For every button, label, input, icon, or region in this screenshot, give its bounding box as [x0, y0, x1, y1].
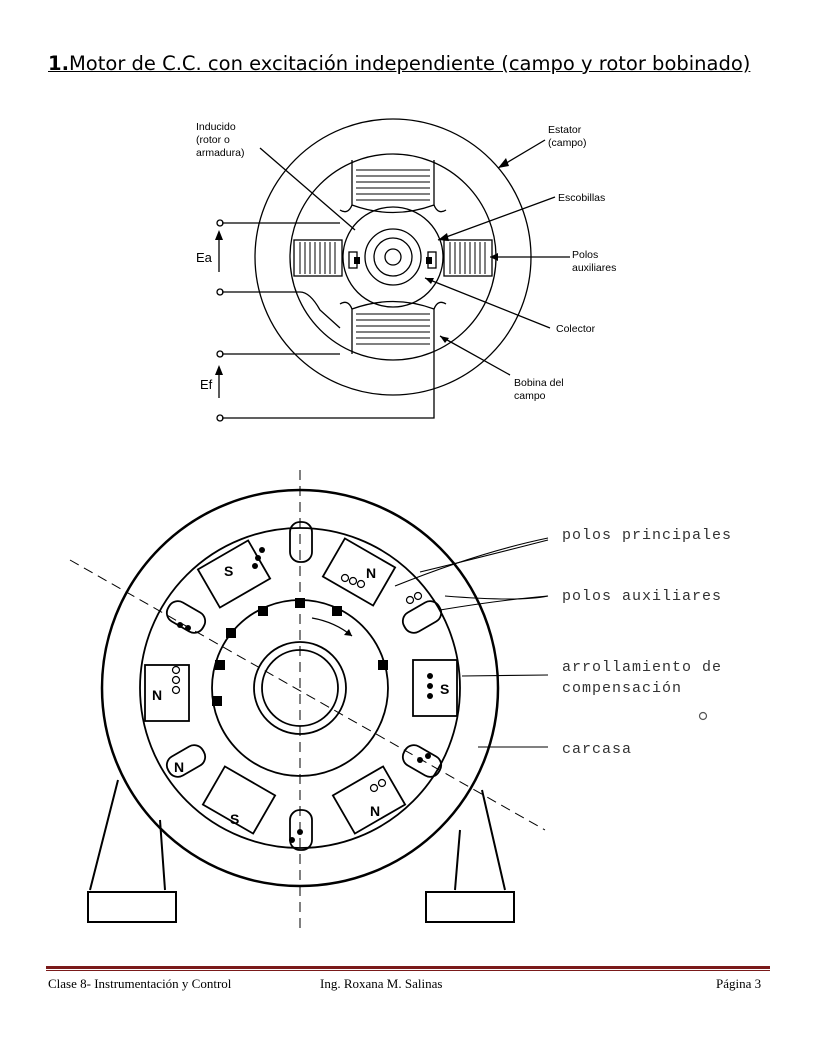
pole-letter-6: N [370, 803, 381, 819]
label-polos-principales: polos principales [562, 527, 733, 544]
label-colector: Colector [556, 323, 596, 335]
pole-letter-1: N [366, 565, 377, 581]
frame-inner-ring [140, 528, 460, 848]
label-inducido-2: (rotor o [196, 134, 230, 146]
section-heading [48, 51, 768, 77]
label-inducido-1: Inducido [196, 121, 236, 133]
footer-rule [46, 966, 770, 969]
label-ef: Ef [200, 377, 213, 392]
label-escobillas: Escobillas [558, 192, 606, 204]
pole-letter-3: N [152, 687, 163, 703]
label-polos-aux-2: auxiliares [572, 262, 617, 274]
pole-letter-7: N [174, 759, 185, 775]
label-polos-aux-1: Polos [572, 249, 599, 261]
footer-page-number: Página 3 [716, 976, 762, 991]
top-main-pole [352, 160, 434, 213]
label-polos-auxiliares: polos auxiliares [562, 588, 723, 605]
label-arrollamiento-2: compensación [562, 680, 683, 697]
pole-letter-5: S [230, 811, 240, 827]
footer-rule-thin [46, 970, 770, 971]
dc-motor-cross-section [0, 460, 816, 950]
label-bobina-1: Bobina del [514, 377, 564, 389]
main-pole-top-right [323, 538, 395, 605]
collector-inner [374, 238, 412, 276]
label-estator-2: (campo) [548, 137, 587, 149]
aux-pole-lower-left [163, 741, 209, 780]
footer-course: Clase 8- Instrumentación y Control [48, 976, 232, 991]
footer-author: Ing. Roxana M. Salinas [320, 976, 443, 991]
pole-letter-4: S [440, 681, 450, 697]
right-foot-leg [455, 790, 505, 890]
label-inducido-3: armadura) [196, 147, 245, 159]
label-arrollamiento-1: arrollamiento de [562, 659, 723, 676]
label-ea: Ea [196, 250, 212, 265]
pole-letter-2: S [224, 563, 234, 579]
section-title: Motor de C.C. con excitación independiente (campo y rotor bobinado) [68, 52, 751, 75]
bottom-main-pole [352, 302, 434, 355]
shaft [385, 249, 401, 265]
main-pole-bottom-right [333, 766, 405, 833]
left-foot-leg [90, 780, 165, 890]
section-number: 1. [48, 52, 69, 75]
left-foot-base [88, 892, 176, 922]
label-estator-1: Estator [548, 124, 582, 136]
right-foot-base [426, 892, 514, 922]
aux-pole-upper-right [399, 597, 445, 636]
label-carcasa: carcasa [562, 741, 633, 758]
label-bobina-2: campo [514, 390, 546, 402]
main-pole-right [413, 660, 457, 716]
